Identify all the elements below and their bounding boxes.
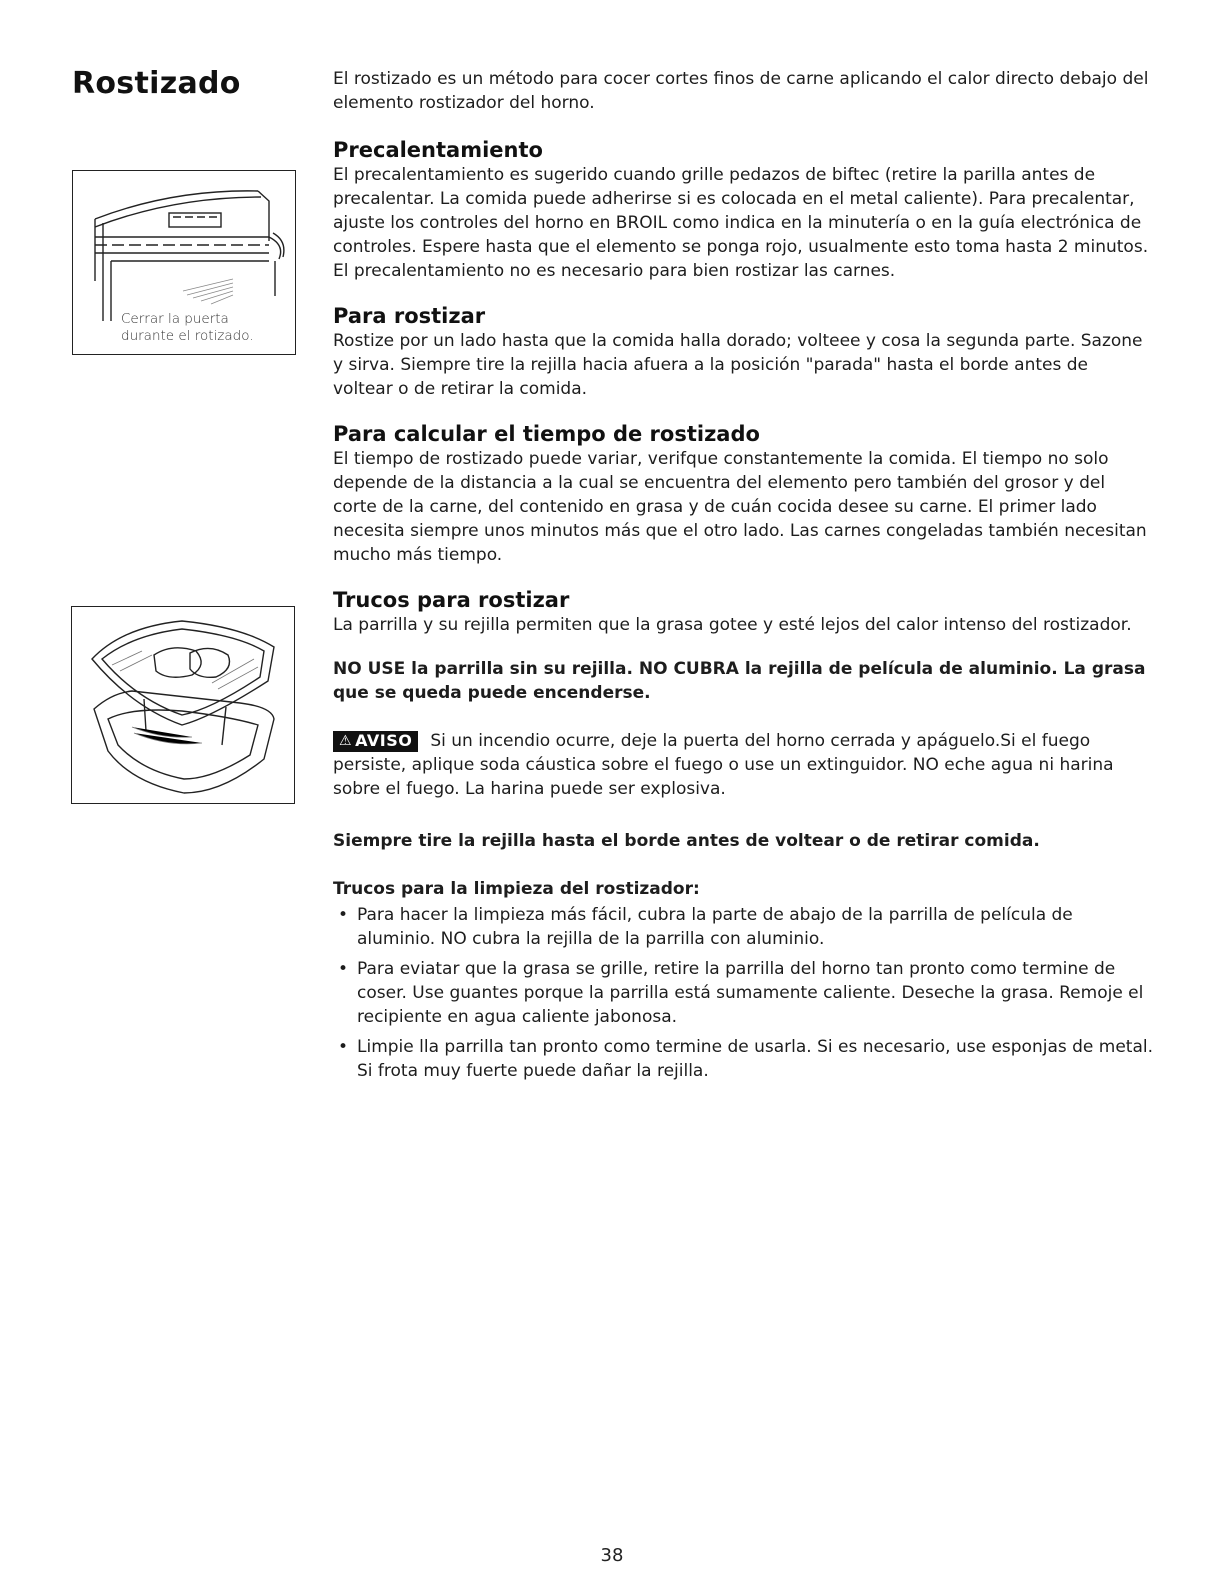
caption-line-1: Cerrar la puerta [121, 311, 229, 327]
section-heading: Precalentamiento [333, 138, 543, 162]
aviso-badge [333, 731, 418, 752]
section-heading: Trucos para rostizar [333, 588, 570, 612]
fire-warning [333, 729, 1153, 801]
section-body: El tiempo de rostizado puede variar, verifque constantemente la comida. El tiempo no solo depende de la distancia a la cual se encuentra del elemento pero también del grosor y del corte de la carne, del contenido en grasa y de cuán cocida desee su carne. El primer lado necesita siempre unos minutos más que el otro lado. Las carnes congeladas también necesitan mucho más tiempo. [333, 449, 1147, 565]
broiler-pan-figure [71, 606, 295, 804]
section-body: La parrilla y su rejilla permiten que la grasa gotee y esté lejos del calor intenso del rostizador. [333, 615, 1132, 635]
fire-warning-text: Si un incendio ocurre, deje la puerta del horno cerrada y apáguelo.Si el fuego persiste, aplique soda cáustica sobre el fuego o use un extinguidor. NO eche agua ni harina sobre el fuego. La harina puede ser explosiva. [333, 731, 1114, 799]
intro-paragraph: El rostizado es un método para cocer cortes finos de carne aplicando el calor directo debajo del elemento rostizador del horno. [333, 69, 1149, 113]
section-heading: Para rostizar [333, 304, 486, 328]
main-content [333, 67, 1153, 1089]
warning-triangle-icon: ⚠ [339, 733, 353, 749]
section-body: El precalentamiento es sugerido cuando grille pedazos de biftec (retire la parilla antes de precalentar. La comida puede adherirse si es colocada en el metal caliente). Para precalentar, ajuste los controles del horno en BROIL como indica en la minutería o en la guía electrónica de controles. Espere hasta que el elemento se ponga rojo, usualmente esto toma hasta 2 minutos. El precalentamiento no es necesario para bien rostizar las carnes. [333, 165, 1149, 281]
oven-figure-caption [121, 311, 291, 345]
cleaning-heading: Trucos para la limpieza del rostizador: [333, 879, 700, 899]
aviso-label: AVISO [355, 731, 413, 750]
list-item: • Limpie lla parrilla tan pronto como termine de usarla. Si es necesario, use esponjas de metal. Si frota muy fuerte puede dañar la rejilla. [333, 1035, 1153, 1083]
section-para-rostizar [333, 303, 1153, 401]
cleaning-tips-list [333, 903, 1153, 1083]
caption-line-2: durante el rotizado. [121, 328, 254, 344]
oven-figure [72, 170, 296, 355]
section-body: Rostize por un lado hasta que la comida halla dorado; volteee y cosa la segunda parte. Sazone y sirva. Siempre tire la rejilla hacia afuera a la posición "parada" hasta el borde antes de voltear o de retirar la comida. [333, 331, 1143, 399]
page-title: Rostizado [72, 66, 241, 101]
list-item: • Para eviatar que la grasa se grille, retire la parrilla del horno tan pronto como termine de coser. Use guantes porque la parrilla está sumamente caliente. Deseche la grasa. Remoje el recipiente en agua caliente jabonosa. [333, 957, 1153, 1029]
section-heading: Para calcular el tiempo de rostizado [333, 422, 760, 446]
rack-reminder: Siempre tire la rejilla hasta el borde antes de voltear o de retirar comida. [333, 831, 1040, 851]
page-number: 38 [600, 1545, 624, 1566]
section-precalentamiento [333, 137, 1153, 283]
broiler-pan-icon [72, 607, 294, 803]
list-item: • Para hacer la limpieza más fácil, cubra la parte de abajo de la parrilla de película de aluminio. NO cubra la rejilla de la parrilla con aluminio. [333, 903, 1153, 951]
aluminum-warning-note: NO USE la parrilla sin su rejilla. NO CUBRA la rejilla de película de aluminio. La grasa que se queda puede encenderse. [333, 659, 1146, 703]
section-trucos-rostizar [333, 587, 1153, 637]
section-tiempo-rostizado [333, 421, 1153, 567]
